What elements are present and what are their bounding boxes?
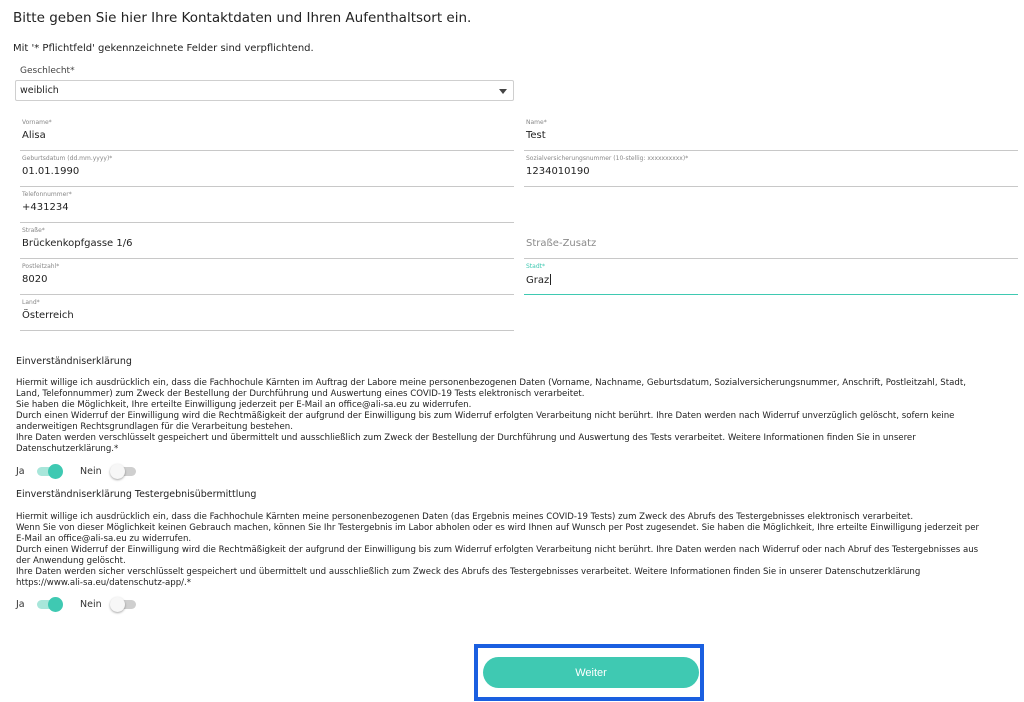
- country-field[interactable]: [20, 298, 514, 331]
- result-consent-yes-toggle[interactable]: [37, 600, 59, 609]
- toggle-knob: [48, 597, 63, 612]
- result-consent-text: [16, 512, 988, 589]
- result-consent-no-toggle[interactable]: [114, 600, 136, 609]
- required-fields-note: Mit '* Pflichtfeld' gekennzeichnete Felder sind verpflichtend.: [13, 43, 314, 54]
- consent-paragraph: Durch einen Widerruf der Einwilligung wird die Rechtmäßigkeit der aufgrund der Einwilligung bis zum Widerruf erfolgten Verarbeitung nicht berührt. Ihre Daten werden nach Widerruf unverzüglich gelöscht, sofern keine anderweitigen Rechtsgrundlagen für die Verarbeitung bestehen.: [16, 411, 955, 432]
- city-field[interactable]: [524, 262, 1018, 295]
- city-value-wrap: [526, 274, 551, 286]
- gender-select[interactable]: [15, 80, 514, 101]
- toggle-knob: [48, 464, 63, 479]
- ssn-field[interactable]: [524, 154, 1018, 187]
- chevron-down-icon: [499, 89, 507, 94]
- street-value: Brückenkopfgasse 1/6: [22, 238, 133, 249]
- consent-no-label: Nein: [80, 466, 102, 477]
- consent-no-toggle[interactable]: [114, 467, 136, 476]
- result-consent-paragraph: Ihre Daten werden sicher verschlüsselt gespeichert und übermittelt und ausschließlich zum Zweck des Abrufs des Testergebnisses verarbeitet. Weitere Informationen finden Sie in unserer Datenschutzerklärung https://www.ali-sa.eu/datenschutz-app/.*: [16, 567, 921, 588]
- result-consent-paragraph: Hiermit willige ich ausdrücklich ein, dass die Fachhochule Kärnten meine personenbezogenen Daten (das Ergebnis meines COVID-19 Tests) zum Zweck des Abrufs des Testergebnisses elektronisch verarbeitet.: [16, 512, 914, 522]
- result-consent-title: Einverständniserklärung Testergebnisübermittlung: [16, 489, 257, 500]
- continue-highlight-frame: [474, 644, 704, 701]
- phone-value: +431234: [22, 202, 69, 213]
- gender-label: Geschlecht*: [20, 66, 75, 76]
- last-name-value: Test: [526, 130, 546, 141]
- phone-field[interactable]: [20, 190, 514, 223]
- street-extra-placeholder: Straße-Zusatz: [526, 238, 597, 249]
- consent-yes-toggle[interactable]: [37, 467, 59, 476]
- first-name-value: Alisa: [22, 130, 46, 141]
- postal-code-label: Postleitzahl*: [22, 263, 60, 270]
- street-extra-field[interactable]: [524, 226, 1018, 259]
- postal-code-field[interactable]: [20, 262, 514, 295]
- page-title: Bitte geben Sie hier Ihre Kontaktdaten und Ihren Aufenthaltsort ein.: [13, 10, 472, 26]
- consent-text: [16, 378, 988, 455]
- ssn-value: 1234010190: [526, 166, 590, 177]
- birthdate-label: Geburtsdatum (dd.mm.yyyy)*: [22, 155, 113, 162]
- last-name-field[interactable]: [524, 118, 1018, 151]
- birthdate-field[interactable]: [20, 154, 514, 187]
- birthdate-value: 01.01.1990: [22, 166, 80, 177]
- result-consent-paragraph: Durch einen Widerruf der Einwilligung wird die Rechtmäßigkeit der aufgrund der Einwilligung bis zum Widerruf erfolgten Verarbeitung nicht berührt. Ihre Daten werden nach Widerruf oder nach Abruf des Testergebnisses aus der Anwendung gelöscht.: [16, 545, 979, 566]
- gender-select-value: weiblich: [20, 85, 59, 96]
- result-consent-no-label: Nein: [80, 599, 102, 610]
- result-consent-yes-label: Ja: [16, 599, 25, 610]
- street-label: Straße*: [22, 227, 45, 234]
- ssn-label: Sozialversicherungsnummer (10-stellig: xxxxxxxxxx)*: [526, 155, 689, 162]
- consent-paragraph: Hiermit willige ich ausdrücklich ein, dass die Fachhochule Kärnten im Auftrag der Labore meine personenbezogenen Daten (Vorname, Nachname, Geburtsdatum, Sozialversicherungsnummer, Anschrift, Postleitzahl, Stadt, Land, Telefonnummer) zum Zweck der Bestellung der Durchführung und Auswertung eines COVID-19 Tests elektronisch verarbeitet.: [16, 378, 966, 399]
- toggle-knob: [110, 597, 125, 612]
- country-value: Österreich: [22, 310, 74, 321]
- consent-paragraph: Ihre Daten werden verschlüsselt gespeichert und übermittelt und ausschließlich zum Zweck der Bestellung der Durchführung und Auswertung des Tests verarbeitet. Weitere Informationen finden Sie in unserer Datenschutzerklärung.*: [16, 433, 916, 454]
- consent-yes-label: Ja: [16, 466, 25, 477]
- city-value: Graz: [526, 275, 550, 286]
- phone-label: Telefonnummer*: [22, 191, 72, 198]
- result-consent-paragraph: Wenn Sie von dieser Möglichkeit keinen Gebrauch machen, können Sie Ihr Testergebnis im Labor abholen oder es wird Ihnen auf Wunsch per Post zugesendet. Sie haben die Möglichkeit, Ihre erteilte Einwilligung jederzeit per E-Mail an office@ali-sa.eu zu widerrufen.: [16, 523, 980, 544]
- consent-title: Einverständniserklärung: [16, 356, 132, 367]
- consent-paragraph: Sie haben die Möglichkeit, Ihre erteilte Einwilligung jederzeit per E-Mail an office@ali-sa.eu zu widerrufen.: [16, 400, 472, 410]
- continue-button[interactable]: Weiter: [483, 657, 699, 688]
- toggle-knob: [110, 464, 125, 479]
- first-name-label: Vorname*: [22, 119, 52, 126]
- street-field[interactable]: [20, 226, 514, 259]
- city-label: Stadt*: [526, 263, 545, 270]
- country-label: Land*: [22, 299, 40, 306]
- last-name-label: Name*: [526, 119, 547, 126]
- postal-code-value: 8020: [22, 274, 48, 285]
- first-name-field[interactable]: [20, 118, 514, 151]
- text-cursor: [550, 274, 551, 285]
